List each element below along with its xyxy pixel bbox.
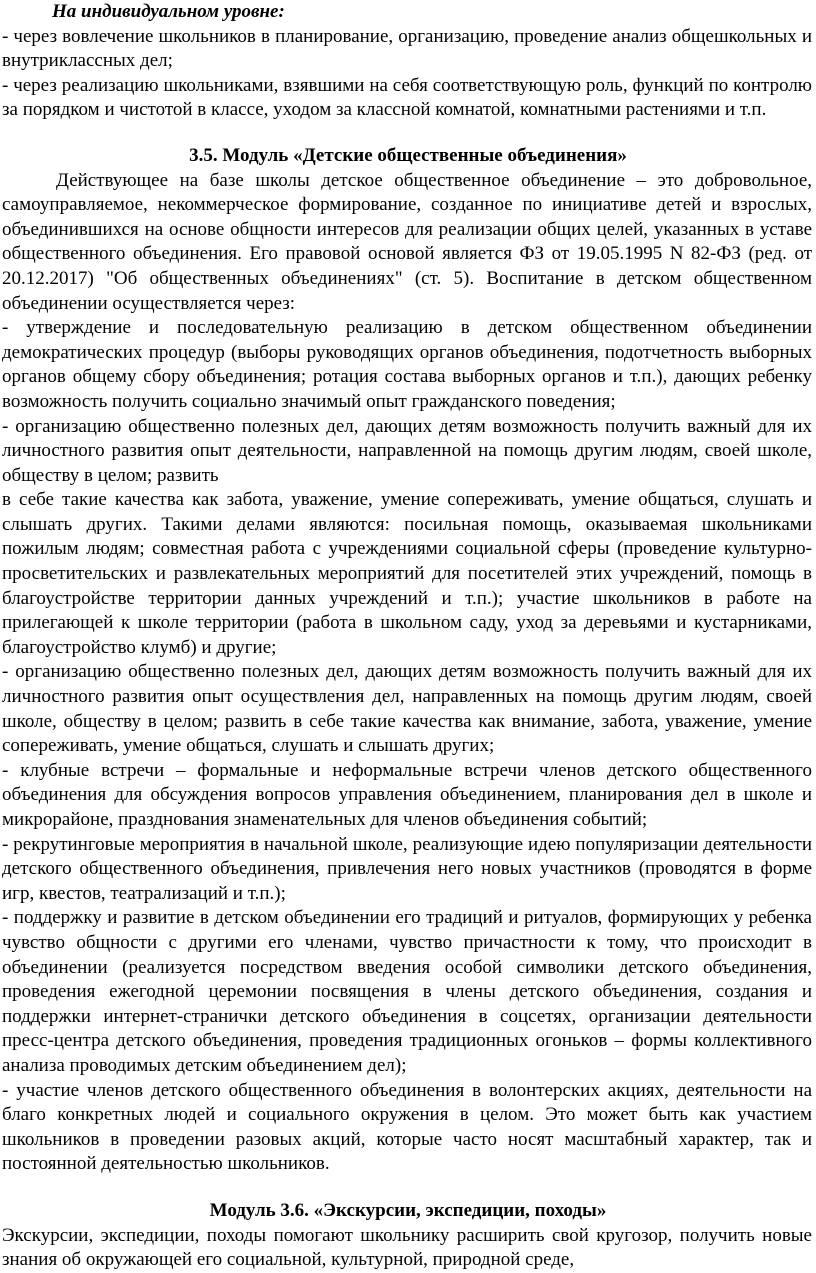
spacer (0, 123, 816, 144)
module-3-5-item-1: - утверждение и последовательную реализацию в детском общественном объединении демократических процедур (выборы руководящих органов объединения, подотчетность выборных органов общему сбору объединения; ротация состава выборных органов и т.п.), дающих ребенку возможность получить социально значимый опыт гражданского поведения; (2, 317, 812, 412)
individual-level-item-2: - через реализацию школьниками, взявшими на себя соответствующую роль, функций по контролю за порядком и чистотой в классе, уходом за классной комнатой, комнатными растениями и т.п. (2, 74, 812, 121)
individual-level-heading: На индивидуальном уровне: (52, 1, 285, 22)
spacer (0, 1177, 816, 1199)
module-3-5-intro: Действующее на базе школы детское общественное объединение – это добровольное, самоуправляемое, некоммерческое формирование, созданное по инициативе детей и взрослых, объединившихся на основе общности интересов для реализации общих целей, указанных в уставе общественного объединения. Его правовой основой является ФЗ от 19.05.1995 N 82-ФЗ (ред. от 20.12.2017) "Об общественных объединениях" (ст. 5). Воспитание в детском общественном объединении осуществляется через: (2, 169, 812, 314)
module-3-5-title: 3.5. Модуль «Детские общественные объединения» (189, 144, 627, 166)
module-3-5-item-2: - организацию общественно полезных дел, дающих детям возможность получить важный для их личностного развития опыт деятельности, направленной на помощь другим людям, своей школе, обществу в целом; развить (2, 415, 812, 486)
individual-level-item-1: - через вовлечение школьников в планирование, организацию, проведение анализ общешкольных и внутриклассных дел; (2, 25, 812, 72)
module-3-5-item-6: - рекрутинговые мероприятия в начальной школе, реализующие идею популяризации деятельности детского общественного объединения, привлечения него новых участников (проводятся в форме игр, квестов, театрализаций и т.п.); (2, 833, 812, 904)
module-3-6-title: Модуль 3.6. «Экскурсии, экспедиции, походы» (209, 1199, 607, 1221)
module-3-6-intro: Экскурсии, экспедиции, походы помогают школьнику расширить свой кругозор, получить новые знания об окружающей его социальной, культурной, природной среде, (2, 1224, 812, 1271)
module-3-5-item-8: - участие членов детского общественного объединения в волонтерских акциях, деятельности на благо конкретных людей и социального окружения в целом. Это может быть как участием школьников в проведении разовых акций, которые часто носят масштабный характер, так и постоянной деятельностью школьников. (2, 1079, 812, 1175)
module-3-5-item-3: в себе такие качества как забота, уважение, умение сопереживать, умение общаться, слушать и слышать других. Такими делами являются: посильная помощь, оказываемая школьниками пожилым людям; совместная работа с учреждениями социальной сферы (проведение культурно-просветительских и развлекательных мероприятий для посетителей этих учреждений, помощь в благоустройстве территории данных учреждений и т.п.); участие школьников в работе на прилегающей к школе территории (работа в школьном саду, уход за деревьями и кустарниками, благоустройство клумб) и другие; (2, 489, 812, 658)
module-3-5-item-7: - поддержку и развитие в детском объединении его традиций и ритуалов, формирующих у ребенка чувство общности с другими его членами, чувство причастности к тому, что происходит в объединении (реализуется посредством введения особой символики детского объединения, проведения ежегодной церемонии посвящения в члены детского объединения, создания и поддержки интернет-странички детского объединения в соцсетях, организации деятельности пресс-центра детского объединения, проведения традиционных огоньков – формы коллективного анализа проводимых детским объединением дел); (2, 907, 812, 1076)
module-3-5-item-5: - клубные встречи – формальные и неформальные встречи членов детского общественного объединения для обсуждения вопросов управления объединением, планирования дел в школе и микрорайоне, празднования знаменательных для членов объединения событий; (2, 759, 812, 830)
module-3-5-item-4: - организацию общественно полезных дел, дающих детям возможность получить важный для их личностного развития опыт осуществления дел, направленных на помощь другим людям, своей школе, обществу в целом; развить в себе такие качества как внимание, забота, уважение, умение сопереживать, умение общаться, слушать и слышать других; (2, 661, 812, 757)
